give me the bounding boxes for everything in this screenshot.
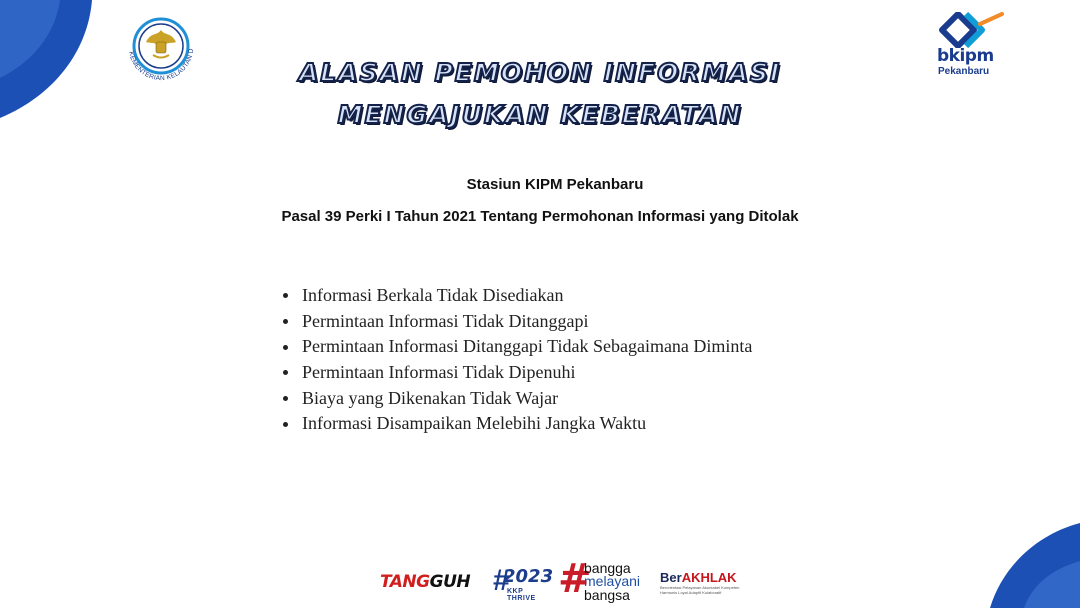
list-item-text: Permintaan Informasi Tidak Ditanggapi (302, 310, 589, 331)
bangga-line3: bangsa (584, 587, 630, 603)
kkp-2023-logo (493, 564, 553, 602)
bkipm-city: Pekanbaru (938, 66, 990, 77)
bangga-line2: melayani (584, 573, 641, 589)
list-item (283, 334, 752, 360)
bullet-icon (283, 293, 288, 298)
berakhlak-part2: AKHLAK (681, 570, 737, 585)
tangguh-part2: GUH (429, 572, 471, 592)
bangga-line1: bangga (584, 560, 631, 576)
list-item (283, 309, 752, 335)
list-item (283, 411, 752, 437)
bullet-icon (283, 345, 288, 350)
berakhlak-tagline: Berorientasi Pelayanan Akuntabel Kompeten Harmonis Loyal Adaptif Kolaboratif (660, 585, 740, 595)
reasons-list (283, 283, 752, 437)
hash-icon: # (493, 564, 510, 597)
list-item (283, 386, 752, 412)
bullet-icon (283, 396, 288, 401)
bkipm-diamond-icon (936, 12, 1006, 48)
list-item (283, 360, 752, 386)
berakhlak-part1: Ber (660, 570, 682, 585)
bkipm-wordmark: bkipm (937, 46, 994, 66)
list-item-text: Permintaan Informasi Ditanggapi Tidak Sebagaimana Diminta (302, 336, 753, 357)
bullet-icon (283, 422, 288, 427)
page-title-line-1: ALASAN PEMOHON INFORMASI (298, 58, 782, 87)
bullet-icon (283, 370, 288, 375)
list-item-text: Informasi Disampaikan Melebihi Jangka Waktu (302, 413, 647, 434)
list-item-text: Informasi Berkala Tidak Disediakan (302, 285, 564, 305)
list-item-text: Permintaan Informasi Tidak Dipenuhi (302, 362, 576, 383)
berakhlak-logo (660, 570, 755, 595)
kkp-2023-year: 2023 (503, 566, 554, 587)
bullet-icon (283, 319, 288, 324)
corner-decoration-bottom-right (990, 513, 1080, 608)
list-item (283, 283, 752, 309)
page-title-line-2: MENGAJUKAN KEBERATAN (337, 100, 743, 129)
regulation-reference: Pasal 39 Perki I Tahun 2021 Tentang Permohonan Informasi yang Ditolak (281, 208, 799, 225)
berakhlak-wordmark (660, 570, 755, 585)
kkp-ring-text: KEMENTERIAN KELAUTAN D (127, 48, 196, 83)
list-item-text: Biaya yang Dikenakan Tidak Wajar (302, 387, 559, 408)
kkp-2023-tag: KKP THRIVE (507, 588, 536, 602)
tangguh-logo (380, 572, 470, 592)
bangga-melayani-logo (558, 556, 658, 605)
tangguh-part1: TANG (380, 572, 430, 592)
hash-icon: # (558, 556, 592, 602)
station-name: Stasiun KIPM Pekanbaru (466, 176, 644, 193)
footer-logos (380, 556, 750, 605)
